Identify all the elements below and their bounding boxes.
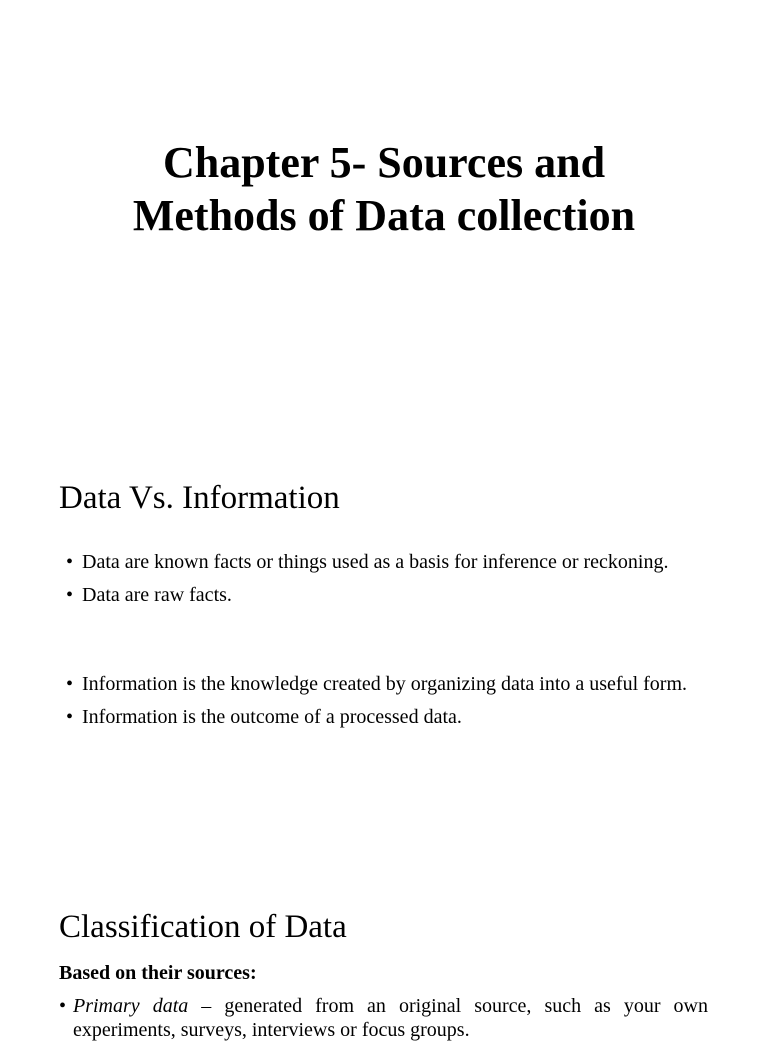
classification-subheading: Based on their sources: (59, 962, 257, 984)
list-item-text: Information is the outcome of a processed data. (82, 706, 462, 728)
list-item (59, 994, 708, 1042)
slide-title (0, 136, 768, 242)
bullet-icon: • (66, 673, 74, 695)
bullet-icon: • (66, 706, 74, 728)
list-item-text: Data are known facts or things used as a basis for inference or reckoning. (82, 551, 669, 573)
bullet-icon: • (59, 995, 67, 1017)
section-heading-classification: Classification of Data (59, 909, 347, 945)
data-definition-list (66, 550, 708, 607)
bullet-icon: • (66, 551, 74, 573)
list-item (66, 583, 708, 607)
slide-title-line-1: Chapter 5- Sources and (162, 138, 606, 187)
bullet-icon: • (66, 584, 74, 606)
classification-description: – generated from an original source, such as your own experiments, surveys, interviews or focus groups. (73, 995, 708, 1041)
classification-list (59, 994, 708, 1042)
list-item (66, 705, 708, 729)
list-item-text: Data are raw facts. (82, 584, 232, 606)
list-item (66, 550, 708, 574)
information-definition-list (66, 672, 708, 729)
list-item-text: Information is the knowledge created by organizing data into a useful form. (82, 673, 687, 695)
list-item (66, 672, 708, 696)
classification-term: Primary data (73, 995, 189, 1017)
section-heading-data-vs-information: Data Vs. Information (59, 480, 340, 516)
slide-title-line-2: Methods of Data collection (132, 191, 636, 240)
